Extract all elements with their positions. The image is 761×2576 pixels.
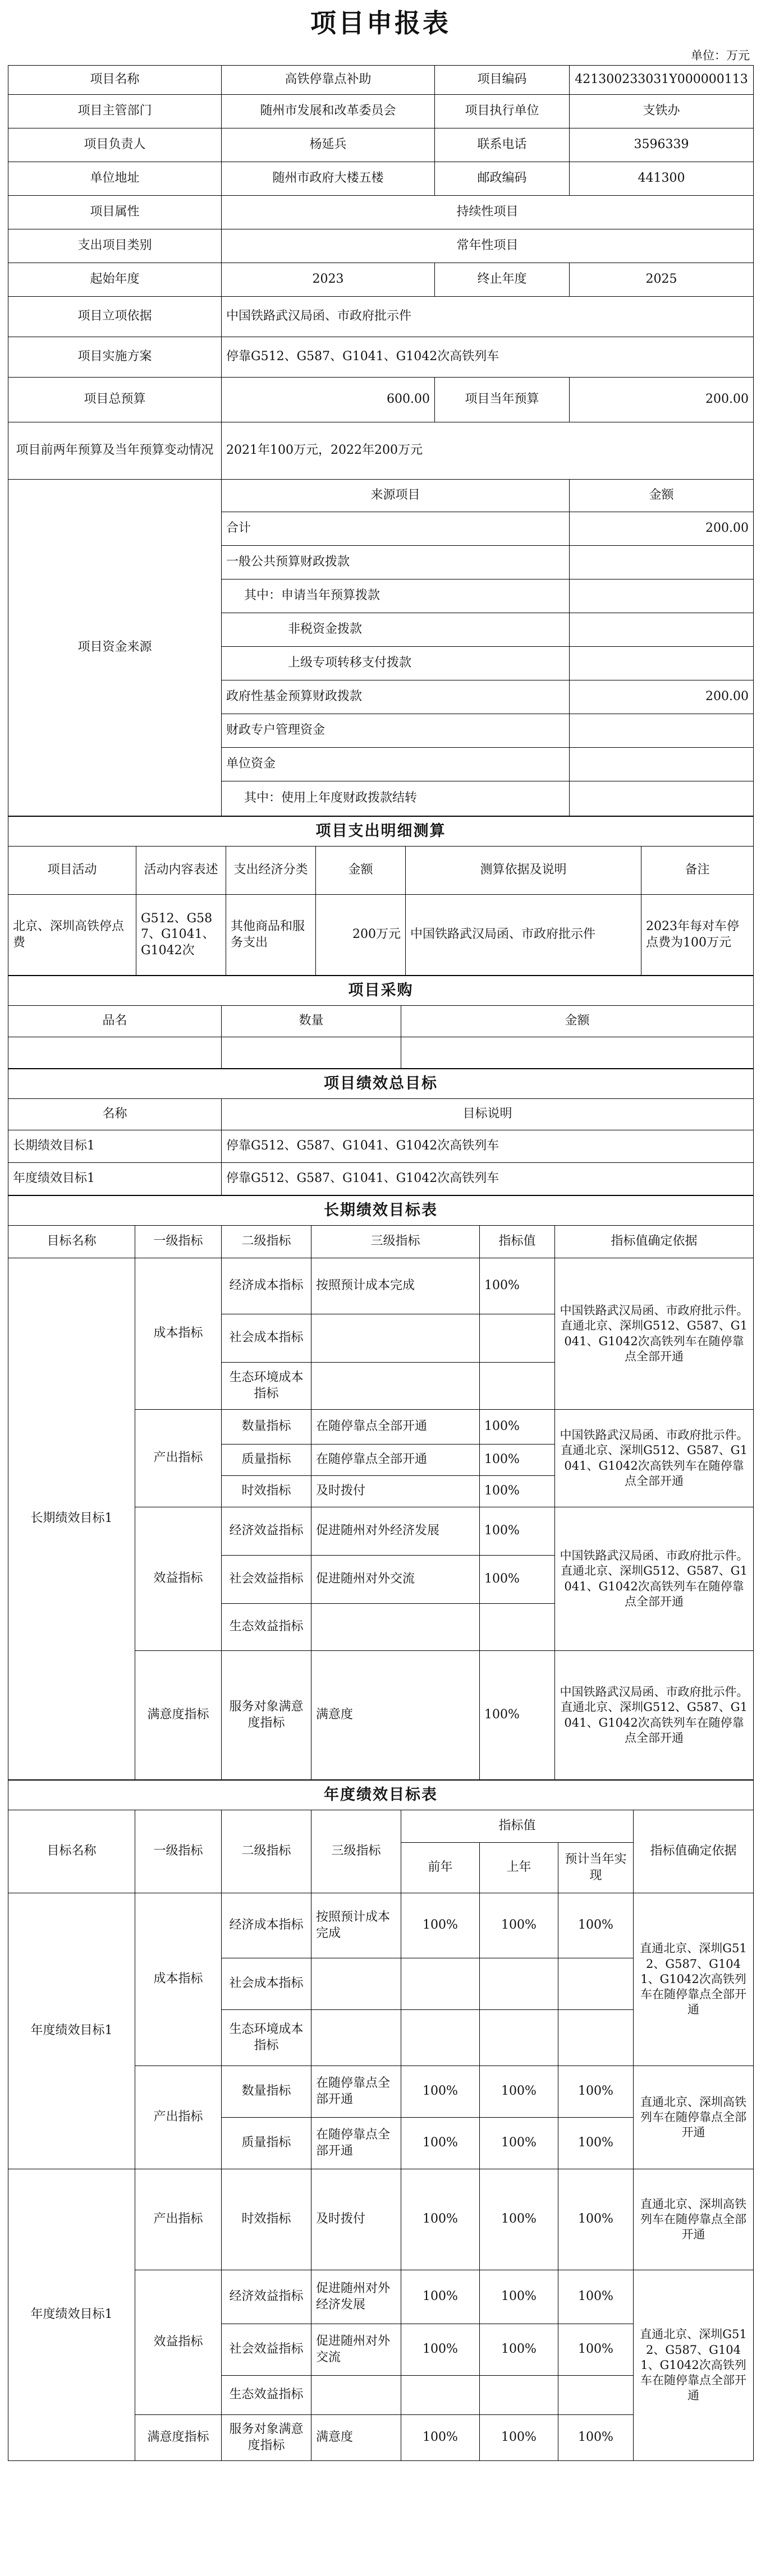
funding-source: 单位资金 — [222, 748, 570, 781]
goal-name: 年度绩效目标1 — [8, 2169, 135, 2461]
value-cur — [558, 2376, 634, 2415]
lv3-indicator: 满意度 — [311, 2415, 401, 2461]
lv3-indicator — [311, 1314, 480, 1363]
section-title: 项目支出明细测算 — [8, 817, 754, 847]
table-cell: 200万元 — [316, 895, 406, 976]
lv2-indicator: 生态环境成本指标 — [222, 1363, 311, 1410]
lv3-indicator: 促进随州对外经济发展 — [311, 2270, 401, 2324]
value-cur: 100% — [558, 1893, 634, 1958]
lv2-indicator: 质量指标 — [222, 2118, 311, 2169]
field-value: 2025 — [570, 263, 754, 297]
table-cell — [222, 1037, 401, 1069]
field-label: 项目总预算 — [8, 378, 222, 422]
funding-amount: 200.00 — [570, 680, 754, 714]
value-cur: 100% — [558, 2415, 634, 2461]
section-title: 长期绩效目标表 — [8, 1196, 754, 1226]
indicator-basis: 中国铁路武汉局函、市政府批示件。直通北京、深圳G512、G587、G1041、G1042次高铁列车在随停靠点全部开通 — [555, 1651, 754, 1780]
perf-goal-table — [8, 1069, 754, 1195]
indicator-value — [480, 1604, 555, 1651]
value-prev: 100% — [480, 2324, 558, 2376]
value-prev2: 100% — [401, 1893, 480, 1958]
funding-source: 非税资金拨款 — [222, 613, 570, 647]
indicator-basis: 直通北京、深圳高铁列车在随停靠点全部开通 — [634, 2169, 754, 2270]
column-header: 测算依据及说明 — [406, 847, 641, 895]
lv3-indicator: 按照预计成本完成 — [311, 1258, 480, 1314]
value-prev — [480, 2010, 558, 2066]
column-header: 一级指标 — [135, 1226, 222, 1258]
field-label: 起始年度 — [8, 263, 222, 297]
column-header: 二级指标 — [222, 1226, 311, 1258]
column-header: 三级指标 — [311, 1226, 480, 1258]
funding-amount — [570, 647, 754, 680]
field-label: 项目主管部门 — [8, 95, 222, 128]
indicator-basis: 直通北京、深圳G512、G587、G1041、G1042次高铁列车在随停靠点全部开通 — [634, 1893, 754, 2066]
lv2-indicator: 经济效益指标 — [222, 1507, 311, 1556]
funding-amount — [570, 781, 754, 816]
field-value: 2021年100万元，2022年200万元 — [222, 422, 754, 480]
field-value: 杨延兵 — [222, 128, 435, 162]
field-label: 项目前两年预算及当年预算变动情况 — [8, 422, 222, 480]
column-header: 二级指标 — [222, 1810, 311, 1893]
indicator-value: 100% — [480, 1651, 555, 1780]
column-header: 指标值确定依据 — [634, 1810, 754, 1893]
lv2-indicator: 生态环境成本指标 — [222, 2010, 311, 2066]
lv3-indicator — [311, 2010, 401, 2066]
section-title: 项目绩效总目标 — [8, 1069, 754, 1099]
value-cur: 100% — [558, 2118, 634, 2169]
lv2-indicator: 质量指标 — [222, 1445, 311, 1476]
table-row — [8, 297, 754, 337]
field-label: 项目实施方案 — [8, 337, 222, 378]
lv3-indicator: 及时拨付 — [311, 2169, 401, 2270]
table-cell: 长期绩效目标1 — [8, 1130, 222, 1163]
field-value: 200.00 — [570, 378, 754, 422]
table-row — [8, 229, 754, 263]
value-prev2: 100% — [401, 2118, 480, 2169]
table-row — [8, 1893, 754, 1958]
purchase-table — [8, 976, 754, 1069]
value-prev: 100% — [480, 2169, 558, 2270]
lv1-indicator: 成本指标 — [135, 1893, 222, 2066]
indicator-value: 100% — [480, 1445, 555, 1476]
field-label: 项目编码 — [435, 66, 570, 95]
lv3-indicator: 按照预计成本完成 — [311, 1893, 401, 1958]
lv2-indicator: 社会效益指标 — [222, 2324, 311, 2376]
indicator-basis: 直通北京、深圳G512、G587、G1041、G1042次高铁列车在随停靠点全部开通 — [634, 2270, 754, 2461]
column-header: 目标名称 — [8, 1810, 135, 1893]
funding-label: 项目资金来源 — [8, 480, 222, 816]
field-value: 2023 — [222, 263, 435, 297]
lv3-indicator: 及时拨付 — [311, 1476, 480, 1507]
field-label: 项目执行单位 — [435, 95, 570, 128]
indicator-basis: 中国铁路武汉局函、市政府批示件。直通北京、深圳G512、G587、G1041、G1042次高铁列车在随停靠点全部开通 — [555, 1410, 754, 1507]
value-prev2 — [401, 2010, 480, 2066]
column-header: 备注 — [641, 847, 754, 895]
funding-amount — [570, 748, 754, 781]
section-title: 年度绩效目标表 — [8, 1781, 754, 1810]
column-header: 目标名称 — [8, 1226, 135, 1258]
table-cell: 年度绩效目标1 — [8, 1163, 222, 1195]
value-prev2: 100% — [401, 2066, 480, 2118]
lv2-indicator: 生态效益指标 — [222, 1604, 311, 1651]
column-subheader: 上年 — [480, 1843, 558, 1893]
lv2-indicator: 经济效益指标 — [222, 2270, 311, 2324]
column-header: 金额 — [316, 847, 406, 895]
basic-info-table — [8, 65, 754, 816]
field-label: 项目当年预算 — [435, 378, 570, 422]
lv2-indicator: 生态效益指标 — [222, 2376, 311, 2415]
unit-label: 单位：万元 — [691, 49, 750, 62]
column-header: 三级指标 — [311, 1810, 401, 1893]
indicator-value: 100% — [480, 1258, 555, 1314]
value-prev: 100% — [480, 2118, 558, 2169]
column-header: 名称 — [8, 1099, 222, 1130]
lv3-indicator — [311, 1958, 401, 2010]
table-header-row — [8, 1099, 754, 1130]
funding-source: 其中：使用上年度财政拨款结转 — [222, 781, 570, 816]
lv3-indicator: 在随停靠点全部开通 — [311, 2066, 401, 2118]
field-value: 中国铁路武汉局函、市政府批示件 — [222, 297, 754, 337]
lv1-indicator: 产出指标 — [135, 2169, 222, 2270]
table-cell: 其他商品和服务支出 — [226, 895, 316, 976]
value-prev — [480, 2376, 558, 2415]
value-prev — [480, 1958, 558, 2010]
indicator-value — [480, 1314, 555, 1363]
funding-amount-header: 金额 — [570, 480, 754, 512]
lv3-indicator: 促进随州对外交流 — [311, 1556, 480, 1604]
indicator-value: 100% — [480, 1556, 555, 1604]
lv2-indicator: 时效指标 — [222, 2169, 311, 2270]
column-header: 指标值 — [401, 1810, 634, 1843]
goal-name: 年度绩效目标1 — [8, 1893, 135, 2169]
lv2-indicator: 社会成本指标 — [222, 1958, 311, 2010]
funding-amount — [570, 714, 754, 748]
column-header: 数量 — [222, 1006, 401, 1037]
long-term-table — [8, 1195, 754, 1780]
lv1-indicator: 满意度指标 — [135, 1651, 222, 1780]
table-row — [8, 128, 754, 162]
indicator-value: 100% — [480, 1410, 555, 1445]
table-header-row — [8, 847, 754, 895]
field-value: 高铁停靠点补助 — [222, 66, 435, 95]
table-row — [8, 162, 754, 196]
value-cur — [558, 2010, 634, 2066]
field-value: 随州市发展和改革委员会 — [222, 95, 435, 128]
lv3-indicator: 促进随州对外经济发展 — [311, 1507, 480, 1556]
lv3-indicator: 满意度 — [311, 1651, 480, 1780]
value-prev2: 100% — [401, 2270, 480, 2324]
field-value: 常年性项目 — [222, 229, 754, 263]
goal-name: 长期绩效目标1 — [8, 1258, 135, 1780]
form-page — [8, 0, 753, 2461]
lv2-indicator: 时效指标 — [222, 1476, 311, 1507]
detail-table — [8, 816, 754, 976]
lv1-indicator: 满意度指标 — [135, 2415, 222, 2461]
value-prev2 — [401, 1958, 480, 2010]
table-row — [8, 895, 754, 976]
field-value: 支铁办 — [570, 95, 754, 128]
lv1-indicator: 产出指标 — [135, 1410, 222, 1507]
field-label: 项目名称 — [8, 66, 222, 95]
funding-header-row — [8, 480, 754, 512]
column-header: 金额 — [401, 1006, 754, 1037]
value-prev: 100% — [480, 1893, 558, 1958]
funding-amount: 200.00 — [570, 512, 754, 546]
field-label: 邮政编码 — [435, 162, 570, 196]
table-row — [8, 337, 754, 378]
field-label: 项目负责人 — [8, 128, 222, 162]
field-label: 支出项目类别 — [8, 229, 222, 263]
column-subheader: 前年 — [401, 1843, 480, 1893]
funding-source: 其中：申请当年预算拨款 — [222, 579, 570, 613]
value-cur: 100% — [558, 2066, 634, 2118]
column-header: 一级指标 — [135, 1810, 222, 1893]
table-cell: 2023年每对车停点费为100万元 — [641, 895, 754, 976]
indicator-basis: 直通北京、深圳高铁列车在随停靠点全部开通 — [634, 2066, 754, 2169]
table-row — [8, 378, 754, 422]
field-label: 单位地址 — [8, 162, 222, 196]
table-cell: 北京、深圳高铁停点费 — [8, 895, 136, 976]
field-value: 随州市政府大楼五楼 — [222, 162, 435, 196]
lv2-indicator: 经济成本指标 — [222, 1893, 311, 1958]
lv2-indicator: 服务对象满意度指标 — [222, 2415, 311, 2461]
funding-source: 合计 — [222, 512, 570, 546]
lv1-indicator: 效益指标 — [135, 2270, 222, 2415]
column-header: 指标值 — [480, 1226, 555, 1258]
value-prev2: 100% — [401, 2324, 480, 2376]
lv3-indicator: 在随停靠点全部开通 — [311, 1445, 480, 1476]
field-value: 持续性项目 — [222, 196, 754, 229]
value-cur — [558, 1958, 634, 2010]
lv1-indicator: 产出指标 — [135, 2066, 222, 2169]
indicator-basis: 中国铁路武汉局函、市政府批示件。直通北京、深圳G512、G587、G1041、G1042次高铁列车在随停靠点全部开通 — [555, 1258, 754, 1410]
lv3-indicator — [311, 1363, 480, 1410]
table-row — [8, 95, 754, 128]
field-value: 421300233031Y000000113 — [570, 66, 754, 95]
funding-source: 政府性基金预算财政拨款 — [222, 680, 570, 714]
page-title: 项目申报表 — [310, 8, 451, 38]
lv2-indicator: 社会效益指标 — [222, 1556, 311, 1604]
lv2-indicator: 数量指标 — [222, 1410, 311, 1445]
table-row — [8, 1037, 754, 1069]
lv2-indicator: 服务对象满意度指标 — [222, 1651, 311, 1780]
lv3-indicator: 在随停靠点全部开通 — [311, 2118, 401, 2169]
funding-amount — [570, 546, 754, 579]
table-row — [8, 1130, 754, 1163]
field-label: 联系电话 — [435, 128, 570, 162]
value-prev2: 100% — [401, 2169, 480, 2270]
table-header-row — [8, 1810, 754, 1843]
section-title: 项目采购 — [8, 976, 754, 1006]
table-cell: 停靠G512、G587、G1041、G1042次高铁列车 — [222, 1163, 754, 1195]
table-row — [8, 2169, 754, 2270]
table-row — [8, 1163, 754, 1195]
table-row — [8, 196, 754, 229]
column-header: 指标值确定依据 — [555, 1226, 754, 1258]
lv1-indicator: 成本指标 — [135, 1258, 222, 1410]
indicator-value: 100% — [480, 1507, 555, 1556]
table-row — [8, 263, 754, 297]
field-value: 3596339 — [570, 128, 754, 162]
field-label: 项目属性 — [8, 196, 222, 229]
column-header: 目标说明 — [222, 1099, 754, 1130]
table-cell — [8, 1037, 222, 1069]
table-header-row — [8, 1226, 754, 1258]
value-cur: 100% — [558, 2324, 634, 2376]
column-header: 品名 — [8, 1006, 222, 1037]
lv2-indicator: 数量指标 — [222, 2066, 311, 2118]
value-prev2: 100% — [401, 2415, 480, 2461]
annual-table — [8, 1780, 754, 2461]
lv3-indicator: 促进随州对外交流 — [311, 2324, 401, 2376]
indicator-value: 100% — [480, 1476, 555, 1507]
lv3-indicator: 在随停靠点全部开通 — [311, 1410, 480, 1445]
indicator-basis: 中国铁路武汉局函、市政府批示件。直通北京、深圳G512、G587、G1041、G1042次高铁列车在随停靠点全部开通 — [555, 1507, 754, 1651]
lv1-indicator: 效益指标 — [135, 1507, 222, 1651]
table-cell — [401, 1037, 754, 1069]
field-value: 600.00 — [222, 378, 435, 422]
table-cell: G512、G587、G1041、G1042次 — [136, 895, 226, 976]
value-prev: 100% — [480, 2415, 558, 2461]
value-prev2 — [401, 2376, 480, 2415]
funding-source: 一般公共预算财政拨款 — [222, 546, 570, 579]
indicator-value — [480, 1363, 555, 1410]
column-subheader: 预计当年实现 — [558, 1843, 634, 1893]
column-header: 支出经济分类 — [226, 847, 316, 895]
table-row — [8, 66, 754, 95]
table-cell: 中国铁路武汉局函、市政府批示件 — [406, 895, 641, 976]
table-cell: 停靠G512、G587、G1041、G1042次高铁列车 — [222, 1130, 754, 1163]
lv3-indicator — [311, 1604, 480, 1651]
funding-source-header: 来源项目 — [222, 480, 570, 512]
table-header-row — [8, 1006, 754, 1037]
funding-source: 上级专项转移支付拨款 — [222, 647, 570, 680]
value-cur: 100% — [558, 2270, 634, 2324]
funding-amount — [570, 613, 754, 647]
lv3-indicator — [311, 2376, 401, 2415]
table-row — [8, 1258, 754, 1314]
column-header: 项目活动 — [8, 847, 136, 895]
field-label: 终止年度 — [435, 263, 570, 297]
table-row — [8, 422, 754, 480]
column-header: 活动内容表述 — [136, 847, 226, 895]
funding-amount — [570, 579, 754, 613]
value-prev: 100% — [480, 2270, 558, 2324]
lv2-indicator: 社会成本指标 — [222, 1314, 311, 1363]
field-label: 项目立项依据 — [8, 297, 222, 337]
field-value: 441300 — [570, 162, 754, 196]
lv2-indicator: 经济成本指标 — [222, 1258, 311, 1314]
funding-source: 财政专户管理资金 — [222, 714, 570, 748]
value-cur: 100% — [558, 2169, 634, 2270]
value-prev: 100% — [480, 2066, 558, 2118]
field-value: 停靠G512、G587、G1041、G1042次高铁列车 — [222, 337, 754, 378]
